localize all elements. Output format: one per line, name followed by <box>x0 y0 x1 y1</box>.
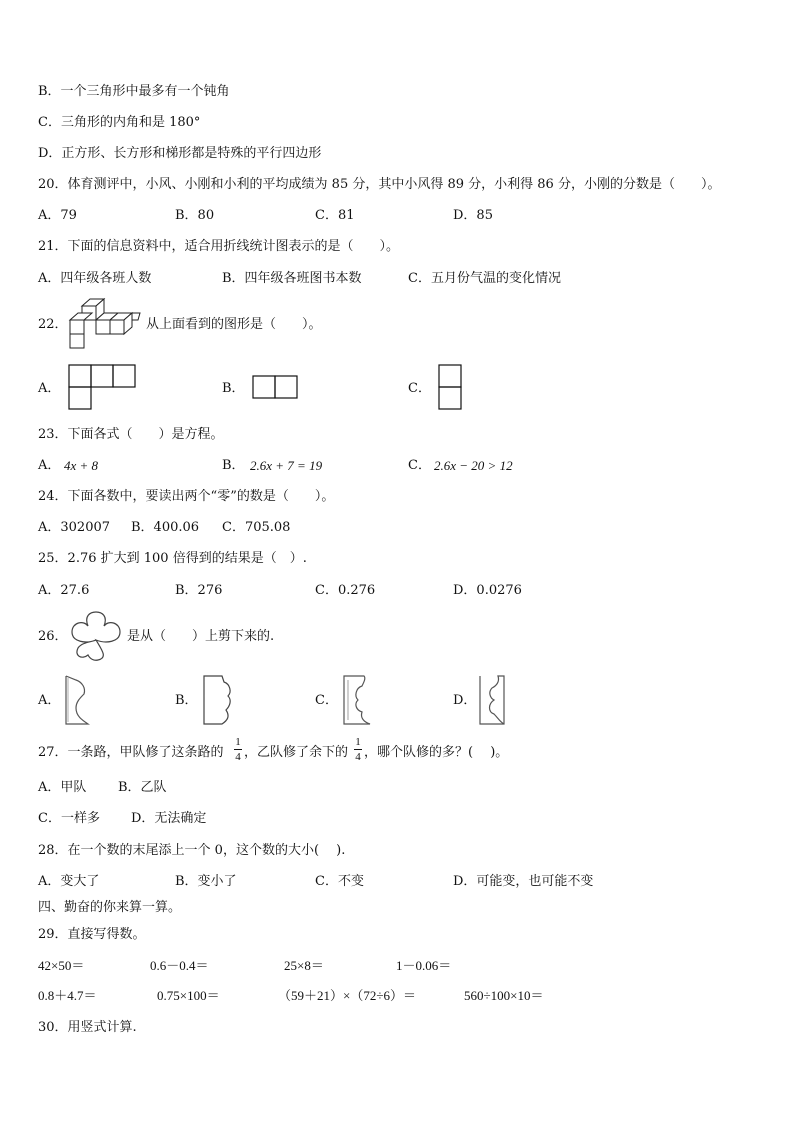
q26-option-d: D． <box>453 693 477 708</box>
q27-stem-part1: 27．一条路，甲队修了这条路的 <box>38 745 224 760</box>
q27-fraction2-denominator: 4 <box>355 751 361 763</box>
q26-option-c-figure[interactable] <box>342 674 374 726</box>
q29-row1-item3: 25×8＝ <box>284 958 324 973</box>
q28-option-d: D．可能变，也可能不变 <box>453 874 594 889</box>
q22-option-c: C． <box>408 381 431 396</box>
q27-option-b: B．乙队 <box>118 780 167 795</box>
cube-stack-figure <box>68 296 148 352</box>
q26-number: 26． <box>38 629 68 644</box>
q23-stem: 23．下面各式（ ）是方程。 <box>38 427 224 442</box>
q27-fraction2-bar <box>354 749 362 750</box>
q29-row1-item2: 0.6－0.4＝ <box>150 958 209 973</box>
q19-option-b: B．一个三角形中最多有一个钝角 <box>38 84 230 99</box>
q20-option-d: D．85 <box>453 208 493 223</box>
q24-option-a: A．302007 <box>38 520 111 535</box>
q26-option-d-figure[interactable] <box>478 674 508 726</box>
q30-stem: 30．用竖式计算. <box>38 1020 137 1035</box>
q22-option-b: B． <box>222 381 245 396</box>
q28-option-b: B．变小了 <box>175 874 237 889</box>
q25-option-b: B．276 <box>175 583 223 598</box>
q22-number: 22． <box>38 317 68 332</box>
q29-stem: 29．直接写得数。 <box>38 927 146 942</box>
q19-option-d: D．正方形、长方形和梯形都是特殊的平行四边形 <box>38 146 322 161</box>
q29-row2-item4: 560÷100×10＝ <box>464 988 544 1003</box>
q23-option-c: C． <box>408 458 431 473</box>
q25-option-d: D．0.0276 <box>453 583 522 598</box>
q23-option-c-expr: 2.6x − 20 > 12 <box>434 458 513 473</box>
trefoil-cutout-figure <box>68 610 124 664</box>
q23-option-b: B． <box>222 458 245 473</box>
q26-option-c: C． <box>315 693 338 708</box>
q22-option-a: A． <box>38 381 61 396</box>
q24-option-b: B．400.06 <box>131 520 200 535</box>
q20-option-b: B．80 <box>175 208 215 223</box>
q25-option-c: C．0.276 <box>315 583 376 598</box>
q22-option-a-figure[interactable] <box>68 364 140 412</box>
q28-option-a: A．变大了 <box>38 874 100 889</box>
q28-stem: 28．在一个数的末尾添上一个 0，这个数的大小( ). <box>38 843 346 858</box>
q27-stem-part3: ，哪个队修的多？( )。 <box>364 745 509 760</box>
q27-fraction1-numerator: 1 <box>235 736 241 748</box>
q27-option-d: D．无法确定 <box>131 811 207 826</box>
q26-option-b: B． <box>175 693 198 708</box>
q26-option-a-figure[interactable] <box>64 674 94 726</box>
q29-row2-item2: 0.75×100＝ <box>157 988 220 1003</box>
q26-stem: 是从（ ）上剪下来的. <box>127 629 275 644</box>
q29-row1-item1: 42×50＝ <box>38 958 85 973</box>
q21-option-c: C．五月份气温的变化情况 <box>408 271 561 286</box>
q28-option-c: C．不变 <box>315 874 364 889</box>
q21-option-a: A．四年级各班人数 <box>38 271 152 286</box>
q26-option-b-figure[interactable] <box>202 674 234 726</box>
q19-option-c: C．三角形的内角和是 180° <box>38 115 201 130</box>
q23-option-a: A． <box>38 458 61 473</box>
section-4-heading: 四、勤奋的你来算一算。 <box>38 900 182 915</box>
q27-option-a: A．甲队 <box>38 780 87 795</box>
q20-stem: 20．体育测评中，小风、小刚和小利的平均成绩为 85 分，其中小风得 89 分，小利得 86 分，小刚的分数是（ ）。 <box>38 177 721 192</box>
q25-option-a: A．27.6 <box>38 583 90 598</box>
q21-stem: 21．下面的信息资料中，适合用折线统计图表示的是（ ）。 <box>38 239 400 254</box>
q20-option-c: C．81 <box>315 208 355 223</box>
q25-stem: 25．2.76 扩大到 100 倍得到的结果是（ ）. <box>38 551 307 566</box>
q27-fraction2-numerator: 1 <box>355 736 361 748</box>
q29-row2-item3: （59＋21）×（72÷6）＝ <box>278 988 416 1003</box>
q23-option-a-expr: 4x + 8 <box>64 458 99 473</box>
q26-option-a: A． <box>38 693 61 708</box>
q29-row2-item1: 0.8＋4.7＝ <box>38 988 97 1003</box>
q27-option-c: C．一样多 <box>38 811 100 826</box>
q27-fraction1-denominator: 4 <box>235 751 241 763</box>
q22-stem: 从上面看到的图形是（ ）。 <box>146 317 322 332</box>
q20-option-a: A．79 <box>38 208 77 223</box>
q21-option-b: B．四年级各班图书本数 <box>222 271 362 286</box>
q24-option-c: C．705.08 <box>222 520 291 535</box>
q24-stem: 24．下面各数中，要读出两个“零”的数是（ ）。 <box>38 489 335 504</box>
q27-stem-part2: ，乙队修了余下的 <box>244 745 349 760</box>
q29-row1-item4: 1－0.06＝ <box>396 958 452 973</box>
q27-fraction1-bar <box>234 749 242 750</box>
q22-option-c-figure[interactable] <box>438 364 464 412</box>
q23-option-b-expr: 2.6x + 7 = 19 <box>250 458 323 473</box>
q22-option-b-figure[interactable] <box>252 375 302 401</box>
